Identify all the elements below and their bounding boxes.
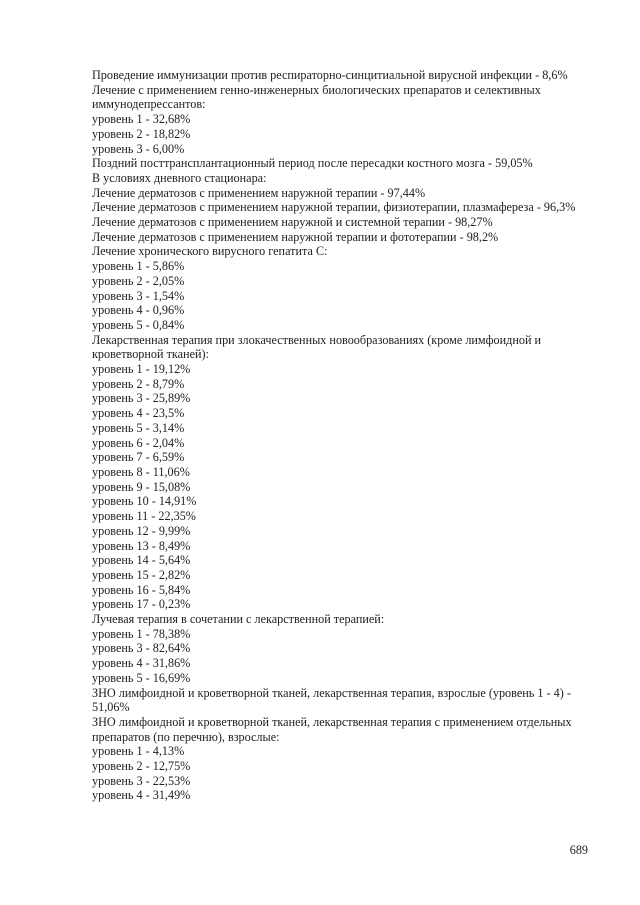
text-line: Лекарственная терапия при злокачественных новообразованиях (кроме лимфоидной и кроветворной тканей): — [92, 332, 542, 362]
text-line: уровень 10 - 14,91% — [92, 494, 197, 509]
text-line: уровень 1 - 5,86% — [92, 259, 185, 274]
text-line: уровень 1 - 32,68% — [92, 112, 191, 127]
page-number: 689 — [569, 843, 588, 857]
text-line: уровень 14 - 5,64% — [92, 553, 191, 568]
text-line: уровень 12 - 9,99% — [92, 523, 191, 538]
text-line: Лечение дерматозов с применением наружной терапии, физиотерапии, плазмафереза - 96,3% — [92, 200, 576, 215]
text-line: Проведение иммунизации против респираторно-синцитиальной вирусной инфекции - 8,6% — [92, 68, 568, 82]
text-line: уровень 4 - 31,49% — [92, 788, 191, 803]
text-line: уровень 4 - 23,5% — [92, 406, 185, 421]
text-line: уровень 3 - 1,54% — [92, 288, 185, 303]
text-line: уровень 3 - 22,53% — [92, 773, 191, 788]
text-line: В условиях дневного стационара: — [92, 170, 267, 185]
text-line: ЗНО лимфоидной и кроветворной тканей, лекарственная терапия, взрослые (уровень 1 - 4) - 51,06% — [92, 685, 571, 715]
text-line: уровень 3 - 25,89% — [92, 391, 191, 406]
text-line: уровень 2 - 2,05% — [92, 273, 185, 288]
text-line: уровень 16 - 5,84% — [92, 582, 191, 597]
text-line: Лечение дерматозов с применением наружной и системной терапии - 98,27% — [92, 215, 493, 230]
text-line: уровень 1 - 4,13% — [92, 744, 185, 759]
text-line: уровень 8 - 11,06% — [92, 464, 190, 479]
text-line: уровень 15 - 2,82% — [92, 567, 191, 582]
text-line: Лечение дерматозов с применением наружной терапии и фототерапии - 98,2% — [92, 229, 499, 244]
text-line: Лечение с применением генно-инженерных биологических препаратов и селективных иммунодепрессантов: — [92, 82, 541, 112]
text-line: уровень 2 - 18,82% — [92, 126, 191, 141]
text-line: уровень 1 - 78,38% — [92, 626, 191, 641]
text-line: уровень 5 - 3,14% — [92, 420, 185, 435]
document-body — [92, 68, 578, 803]
text-line: уровень 4 - 0,96% — [92, 303, 185, 318]
text-line: уровень 7 - 6,59% — [92, 450, 185, 465]
text-line: уровень 2 - 12,75% — [92, 759, 191, 774]
text-line: Поздний посттрансплантационный период после пересадки костного мозга - 59,05% — [92, 156, 533, 171]
text-line: уровень 6 - 2,04% — [92, 435, 185, 450]
text-line: Лучевая терапия в сочетании с лекарственной терапией: — [92, 612, 385, 627]
text-line: уровень 3 - 6,00% — [92, 141, 185, 156]
text-line: уровень 1 - 19,12% — [92, 362, 191, 377]
text-line: уровень 13 - 8,49% — [92, 538, 191, 553]
text-line: уровень 4 - 31,86% — [92, 656, 191, 671]
text-line: уровень 9 - 15,08% — [92, 479, 191, 494]
text-line: уровень 2 - 8,79% — [92, 376, 185, 391]
text-line: уровень 11 - 22,35% — [92, 509, 196, 524]
text-line: уровень 3 - 82,64% — [92, 641, 191, 656]
text-line: Лечение дерматозов с применением наружной терапии - 97,44% — [92, 185, 426, 200]
text-line: уровень 5 - 16,69% — [92, 670, 191, 685]
text-line: Лечение хронического вирусного гепатита С: — [92, 244, 328, 259]
text-line: ЗНО лимфоидной и кроветворной тканей, лекарственная терапия с применением отдельных препаратов (по перечню), взрослые: — [92, 714, 572, 744]
text-line: уровень 17 - 0,23% — [92, 597, 191, 612]
text-line: уровень 5 - 0,84% — [92, 317, 185, 332]
